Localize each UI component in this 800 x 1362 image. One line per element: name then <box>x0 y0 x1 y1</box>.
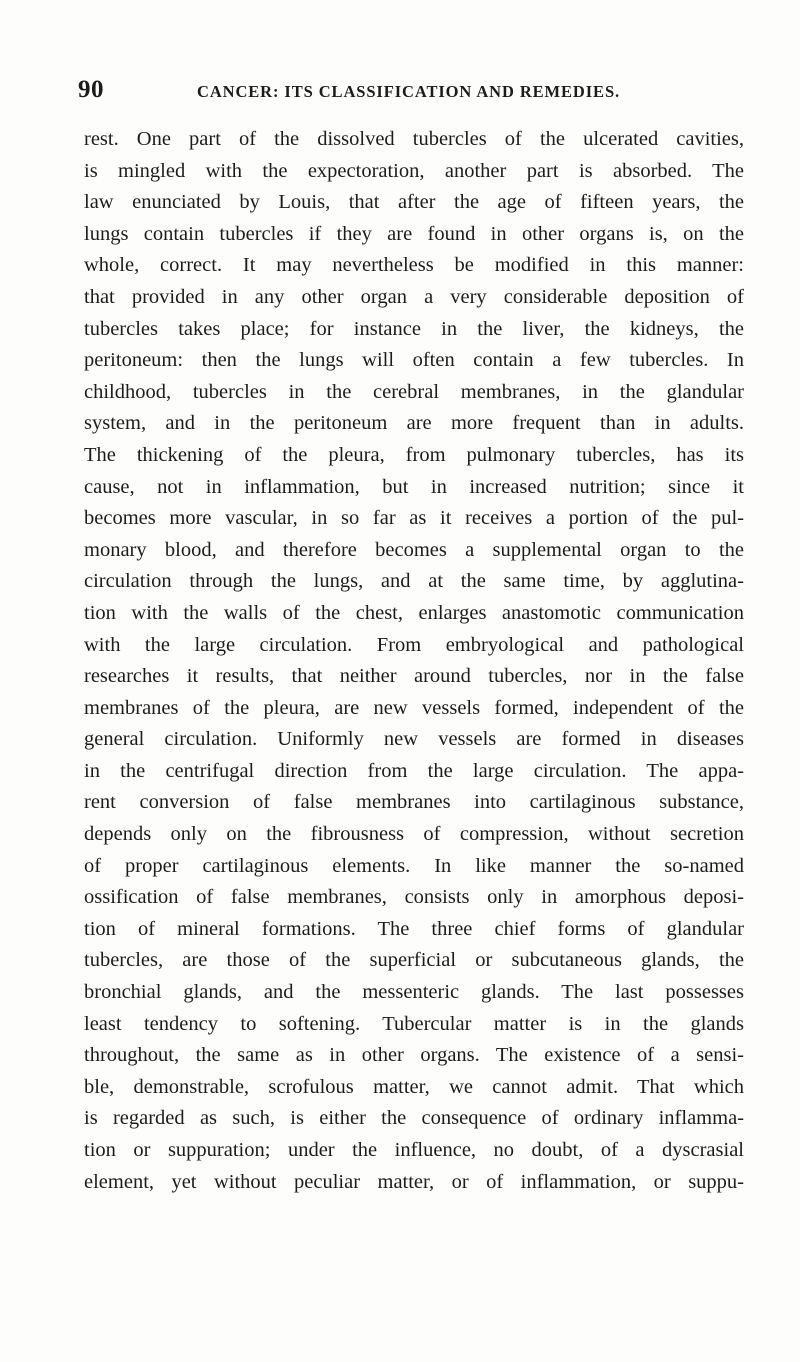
text-line: least tendency to softening. Tubercular matter is in the glands <box>84 1012 744 1035</box>
text-line: is regarded as such, is either the consequence of ordinary inflamma- <box>84 1107 744 1130</box>
text-line: ble, demonstrable, scrofulous matter, we cannot admit. That which <box>84 1075 744 1098</box>
text-line: tubercles takes place; for instance in the liver, the kidneys, the <box>84 317 744 340</box>
text-line: with the large circulation. From embryological and pathological <box>84 633 744 656</box>
text-line: peritoneum: then the lungs will often contain a few tubercles. In <box>84 349 744 372</box>
text-line: circulation through the lungs, and at the same time, by agglutina- <box>84 570 744 593</box>
text-line: lungs contain tubercles if they are found in other organs is, on the <box>84 222 744 245</box>
text-line: monary blood, and therefore becomes a supplemental organ to the <box>84 538 744 561</box>
text-line: is mingled with the expectoration, another part is absorbed. The <box>84 159 744 182</box>
text-line: in the centrifugal direction from the large circulation. The appa- <box>84 759 744 782</box>
text-line: that provided in any other organ a very considerable deposition of <box>84 285 744 308</box>
text-line: membranes of the pleura, are new vessels formed, independent of the <box>84 696 744 719</box>
text-line: depends only on the fibrousness of compression, without secretion <box>84 823 744 846</box>
text-line: law enunciated by Louis, that after the age of fifteen years, the <box>84 191 744 214</box>
body-text <box>84 124 744 1198</box>
text-line: rest. One part of the dissolved tubercles of the ulcerated cavities, <box>84 128 744 150</box>
text-line: childhood, tubercles in the cerebral membranes, in the glandular <box>84 380 744 403</box>
text-line: general circulation. Uniformly new vessels are formed in diseases <box>84 728 744 751</box>
page-header <box>78 76 746 106</box>
text-line: of proper cartilaginous elements. In like manner the so-named <box>84 854 744 877</box>
text-line: rent conversion of false membranes into cartilaginous substance, <box>84 791 744 814</box>
text-line: system, and in the peritoneum are more frequent than in adults. <box>84 412 744 435</box>
running-title: CANCER: ITS CLASSIFICATION AND REMEDIES. <box>197 82 621 101</box>
text-line: tion of mineral formations. The three chief forms of glandular <box>84 917 744 940</box>
text-line: tion with the walls of the chest, enlarges anastomotic communication <box>84 601 744 624</box>
text-line: ossification of false membranes, consists only in amorphous deposi- <box>84 886 744 909</box>
text-line: researches it results, that neither around tubercles, nor in the false <box>84 665 744 688</box>
text-line: element, yet without peculiar matter, or of inflammation, or suppu- <box>84 1170 744 1193</box>
text-line: cause, not in inflammation, but in increased nutrition; since it <box>84 475 744 498</box>
text-line: bronchial glands, and the messenteric glands. The last possesses <box>84 981 744 1004</box>
text-line: tion or suppuration; under the influence, no doubt, of a dyscrasial <box>84 1139 744 1161</box>
text-line: throughout, the same as in other organs. The existence of a sensi- <box>84 1044 744 1067</box>
page-number: 90 <box>78 76 104 103</box>
text-line: whole, correct. It may nevertheless be modified in this manner: <box>84 254 744 277</box>
text-line: tubercles, are those of the superficial or subcutaneous glands, the <box>84 949 744 972</box>
text-line: The thickening of the pleura, from pulmonary tubercles, has its <box>84 443 744 466</box>
text-line: becomes more vascular, in so far as it receives a portion of the pul- <box>84 507 744 530</box>
